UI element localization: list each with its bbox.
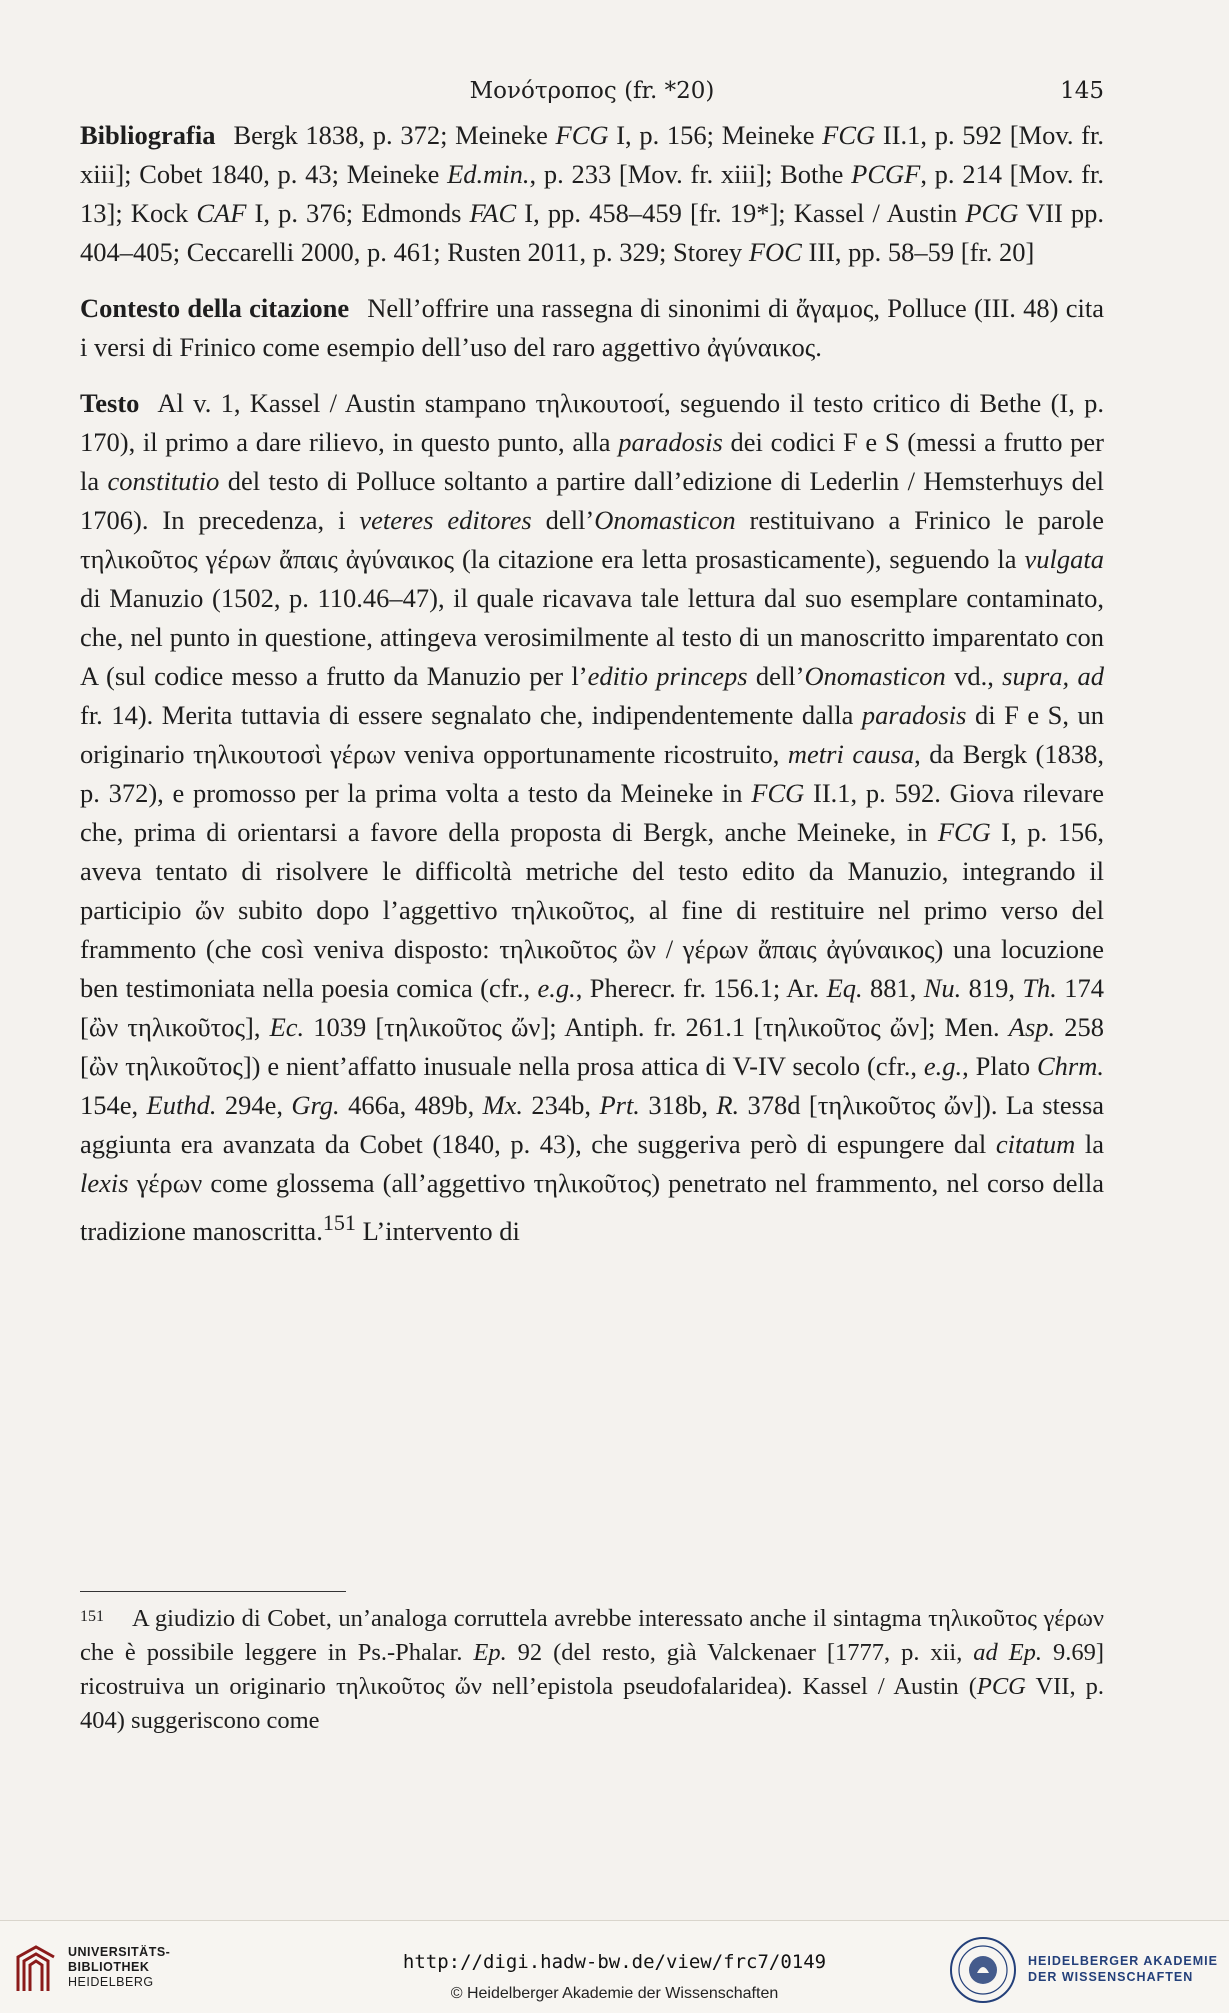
text-run: 92 (del resto, già Valckenaer [1777, p. xii, — [506, 1639, 974, 1666]
institution-line: HEIDELBERGER AKADEMIE — [1028, 1954, 1218, 1968]
italic-run: PCGF — [851, 159, 921, 189]
bibliography-section — [80, 116, 1104, 272]
text-run: 318b, — [639, 1090, 717, 1120]
footnote-number: 151 — [80, 1608, 104, 1625]
italic-run: FOC — [748, 237, 802, 267]
text-run: 174 [ὢν τηλικοῦτος], — [80, 973, 1105, 1042]
footnote-151 — [80, 1602, 1104, 1738]
text-run: vd., — [945, 661, 1003, 691]
text-run: del testo di Polluce soltanto a partire dall’edizione di Lederlin / Hemsterhuys del 1706). In precedenza, i — [80, 466, 1104, 535]
text-run: 1039 [τηλικοῦτος ὤν]; Antiph. fr. 261.1 [τηλικοῦτος ὤν]; Men. — [304, 1012, 1009, 1042]
main-text — [80, 116, 1104, 1268]
italic-run: metri causa — [787, 739, 915, 769]
italic-run: Ed.min. — [447, 159, 530, 189]
italic-run: PCG — [965, 198, 1019, 228]
text-run: dell’ — [747, 661, 805, 691]
italic-run: ad Ep. — [973, 1639, 1043, 1666]
text-run: , da Bergk (1838, p. 372), e promosso per la prima volta a testo da Meineke in — [80, 739, 1104, 808]
italic-run: paradosis — [861, 700, 967, 730]
text-run: , Plato — [962, 1051, 1037, 1081]
text-run: 258 [ὢν τηλικοῦτος]) e nient’affatto inusuale nella prosa attica di V-IV secolo (cfr., — [80, 1012, 1104, 1081]
viewer-footer — [0, 1920, 1229, 2013]
italic-run: lexis — [80, 1168, 129, 1198]
italic-run: vulgata — [1024, 544, 1104, 574]
italic-run: Onomasticon — [804, 661, 946, 691]
page-number: 145 — [1060, 78, 1104, 104]
italic-run: supra, ad — [1002, 661, 1104, 691]
italic-run: Chrm. — [1036, 1051, 1104, 1081]
text-run: di Manuzio (1502, p. 110.46–47), il quale ricavava tale lettura dal suo esemplare contaminato, che, nel punto in questione, attingeva verosimilmente al testo di un manoscritto imparentato con A (sul codice messo a frutto da Manuzio per l’ — [80, 583, 1104, 691]
institution-line: HEIDELBERG — [68, 1975, 154, 1989]
italic-run: Nu. — [923, 973, 962, 1003]
text-run: , Pherecr. fr. 156.1; Ar. — [575, 973, 827, 1003]
italic-run: FCG — [822, 120, 876, 150]
italic-run: FCG — [555, 120, 609, 150]
italic-run: editio princeps — [587, 661, 748, 691]
text-run: I, p. 156; Meineke — [608, 120, 823, 150]
institution-line: BIBLIOTHEK — [68, 1960, 150, 1974]
italic-run: Ec. — [269, 1012, 305, 1042]
italic-run: Onomasticon — [594, 505, 736, 535]
section-heading-testo: Testo — [80, 388, 140, 418]
text-run: VII pp. 404–405; Ceccarelli 2000, p. 461; Rusten 2011, p. 329; Storey — [80, 198, 1105, 267]
permalink-url[interactable]: http://digi.hadw-bw.de/view/frc7/0149 — [402, 1951, 827, 1973]
italic-run: R. — [716, 1090, 740, 1120]
footnote-reference[interactable]: 151 — [322, 1210, 356, 1235]
italic-run: FCG — [751, 778, 805, 808]
text-run: dell’ — [531, 505, 595, 535]
institution-line: DER WISSENSCHAFTEN — [1028, 1970, 1194, 1984]
italic-run: citatum — [995, 1129, 1076, 1159]
context-section — [80, 289, 1104, 367]
text-run: 234b, — [523, 1090, 600, 1120]
text-run: , p. 214 [Mov. fr. 13]; Kock — [80, 159, 1104, 228]
italic-run: Euthd. — [146, 1090, 217, 1120]
text-run: di F e S, un originario τηλικουτοσὶ γέρων veniva opportunamente ricostruito, — [80, 700, 1104, 769]
text-run: 378d [τηλικοῦτος ὤν]). La stessa aggiunta era avanzata da Cobet (1840, p. 43), che suggeriva però di espungere dal — [80, 1090, 1105, 1159]
running-title: Μονότροπος (fr. *20) — [469, 78, 715, 104]
text-section — [80, 384, 1104, 1251]
text-run: Al v. 1, Kassel / Austin stampano τηλικουτοσί, seguendo il testo critico di Bethe (I, p. 170), il primo a dare rilievo, in questo punto, alla — [80, 388, 1104, 457]
italic-run: Mx. — [482, 1090, 524, 1120]
text-run: A giudizio di Cobet, un’analoga corruttela avrebbe interessato anche il sintagma τηλικοῦτος γέρων che è possibile leggere in Ps.-Phalar. — [80, 1605, 1104, 1666]
italic-run: Grg. — [291, 1090, 340, 1120]
italic-run: Ep. — [473, 1639, 507, 1666]
text-run: VII, p. 404) suggeriscono come — [80, 1673, 1104, 1734]
italic-run: e.g. — [537, 973, 576, 1003]
text-run: III, pp. 58–59 [fr. 20] — [801, 237, 1035, 267]
italic-run: Prt. — [599, 1090, 640, 1120]
italic-run: PCG — [976, 1673, 1026, 1700]
academy-seal-icon — [948, 1935, 1018, 2005]
text-run: la — [1075, 1129, 1105, 1159]
footnote-divider — [80, 1591, 346, 1592]
text-run: 819, — [961, 973, 1023, 1003]
section-heading-bibliografia: Bibliografia — [80, 120, 216, 150]
italic-run: Eq. — [826, 973, 863, 1003]
italic-run: Th. — [1022, 973, 1057, 1003]
italic-run: FAC — [469, 198, 517, 228]
text-run: 294e, — [216, 1090, 292, 1120]
italic-run: veteres editores — [359, 505, 532, 535]
italic-run: paradosis — [618, 427, 723, 457]
academy-name — [1028, 1953, 1218, 1985]
text-run: 881, — [862, 973, 924, 1003]
text-run: I, p. 376; Edmonds — [246, 198, 470, 228]
italic-run: FCG — [937, 817, 991, 847]
text-run: restituivano a Frinico le parole τηλικοῦτος γέρων ἄπαις ἀγύναικος (la citazione era letta prosasticamente), seguendo la — [80, 505, 1104, 574]
italic-run: Asp. — [1008, 1012, 1056, 1042]
text-run: I, pp. 458–459 [fr. 19*]; Kassel / Austin — [516, 198, 966, 228]
text-run: dei codici F e S (messi a frutto per la — [80, 427, 1105, 496]
text-run: 154e, — [80, 1090, 147, 1120]
section-heading-contesto: Contesto della citazione — [80, 293, 350, 323]
text-run: 9.69] ricostruiva un originario τηλικοῦτος ὤν nell’epistola pseudofalaridea). Kassel / Austin ( — [80, 1639, 1104, 1700]
text-run: II.1, p. 592. Giova rilevare che, prima di orientarsi a favore della proposta di Bergk, anche Meineke, in — [80, 778, 1104, 847]
italic-run: CAF — [196, 198, 247, 228]
running-header — [80, 78, 1104, 114]
text-run: Bergk 1838, p. 372; Meineke — [233, 120, 556, 150]
text-run: 466a, 489b, — [339, 1090, 483, 1120]
italic-run: e.g. — [923, 1051, 963, 1081]
text-run: γέρων come glossema (all’aggettivo τηλικοῦτος) penetrato nel frammento, nel corso della tradizione manoscritta. — [80, 1168, 1104, 1246]
text-run: I, p. 156, aveva tentato di risolvere le difficoltà metriche del testo edito da Manuzio, integrando il participio ὤν subito dopo l’aggettivo τηλικοῦτος, al fine di restituire nel primo verso del frammento (che così veniva disposto: τηλικοῦτος ὢν / γέρων ἄπαις ἀγύναικος) una locuzione ben testimoniata nella poesia comica (cfr., — [80, 817, 1105, 1003]
copyright-notice: © Heidelberger Akademie der Wissenschaften — [450, 1985, 779, 2002]
text-run: fr. 14). Merita tuttavia di essere segnalato che, indipendentemente dalla — [80, 700, 862, 730]
text-run: Nell’offrire una rassegna di sinonimi di ἄγαμος, Polluce (III. 48) cita i versi di Frinico come esempio dell’uso del raro aggettivo ἀγύναικος. — [80, 293, 1104, 362]
text-run: L’intervento di — [355, 1215, 520, 1246]
italic-run: constitutio — [107, 466, 220, 496]
text-run: II.1, p. 592 [Mov. fr. xiii]; Cobet 1840, p. 43; Meineke — [80, 120, 1104, 189]
text-run: , p. 233 [Mov. fr. xiii]; Bothe — [529, 159, 852, 189]
institution-line: UNIVERSITÄTS- — [68, 1945, 171, 1959]
